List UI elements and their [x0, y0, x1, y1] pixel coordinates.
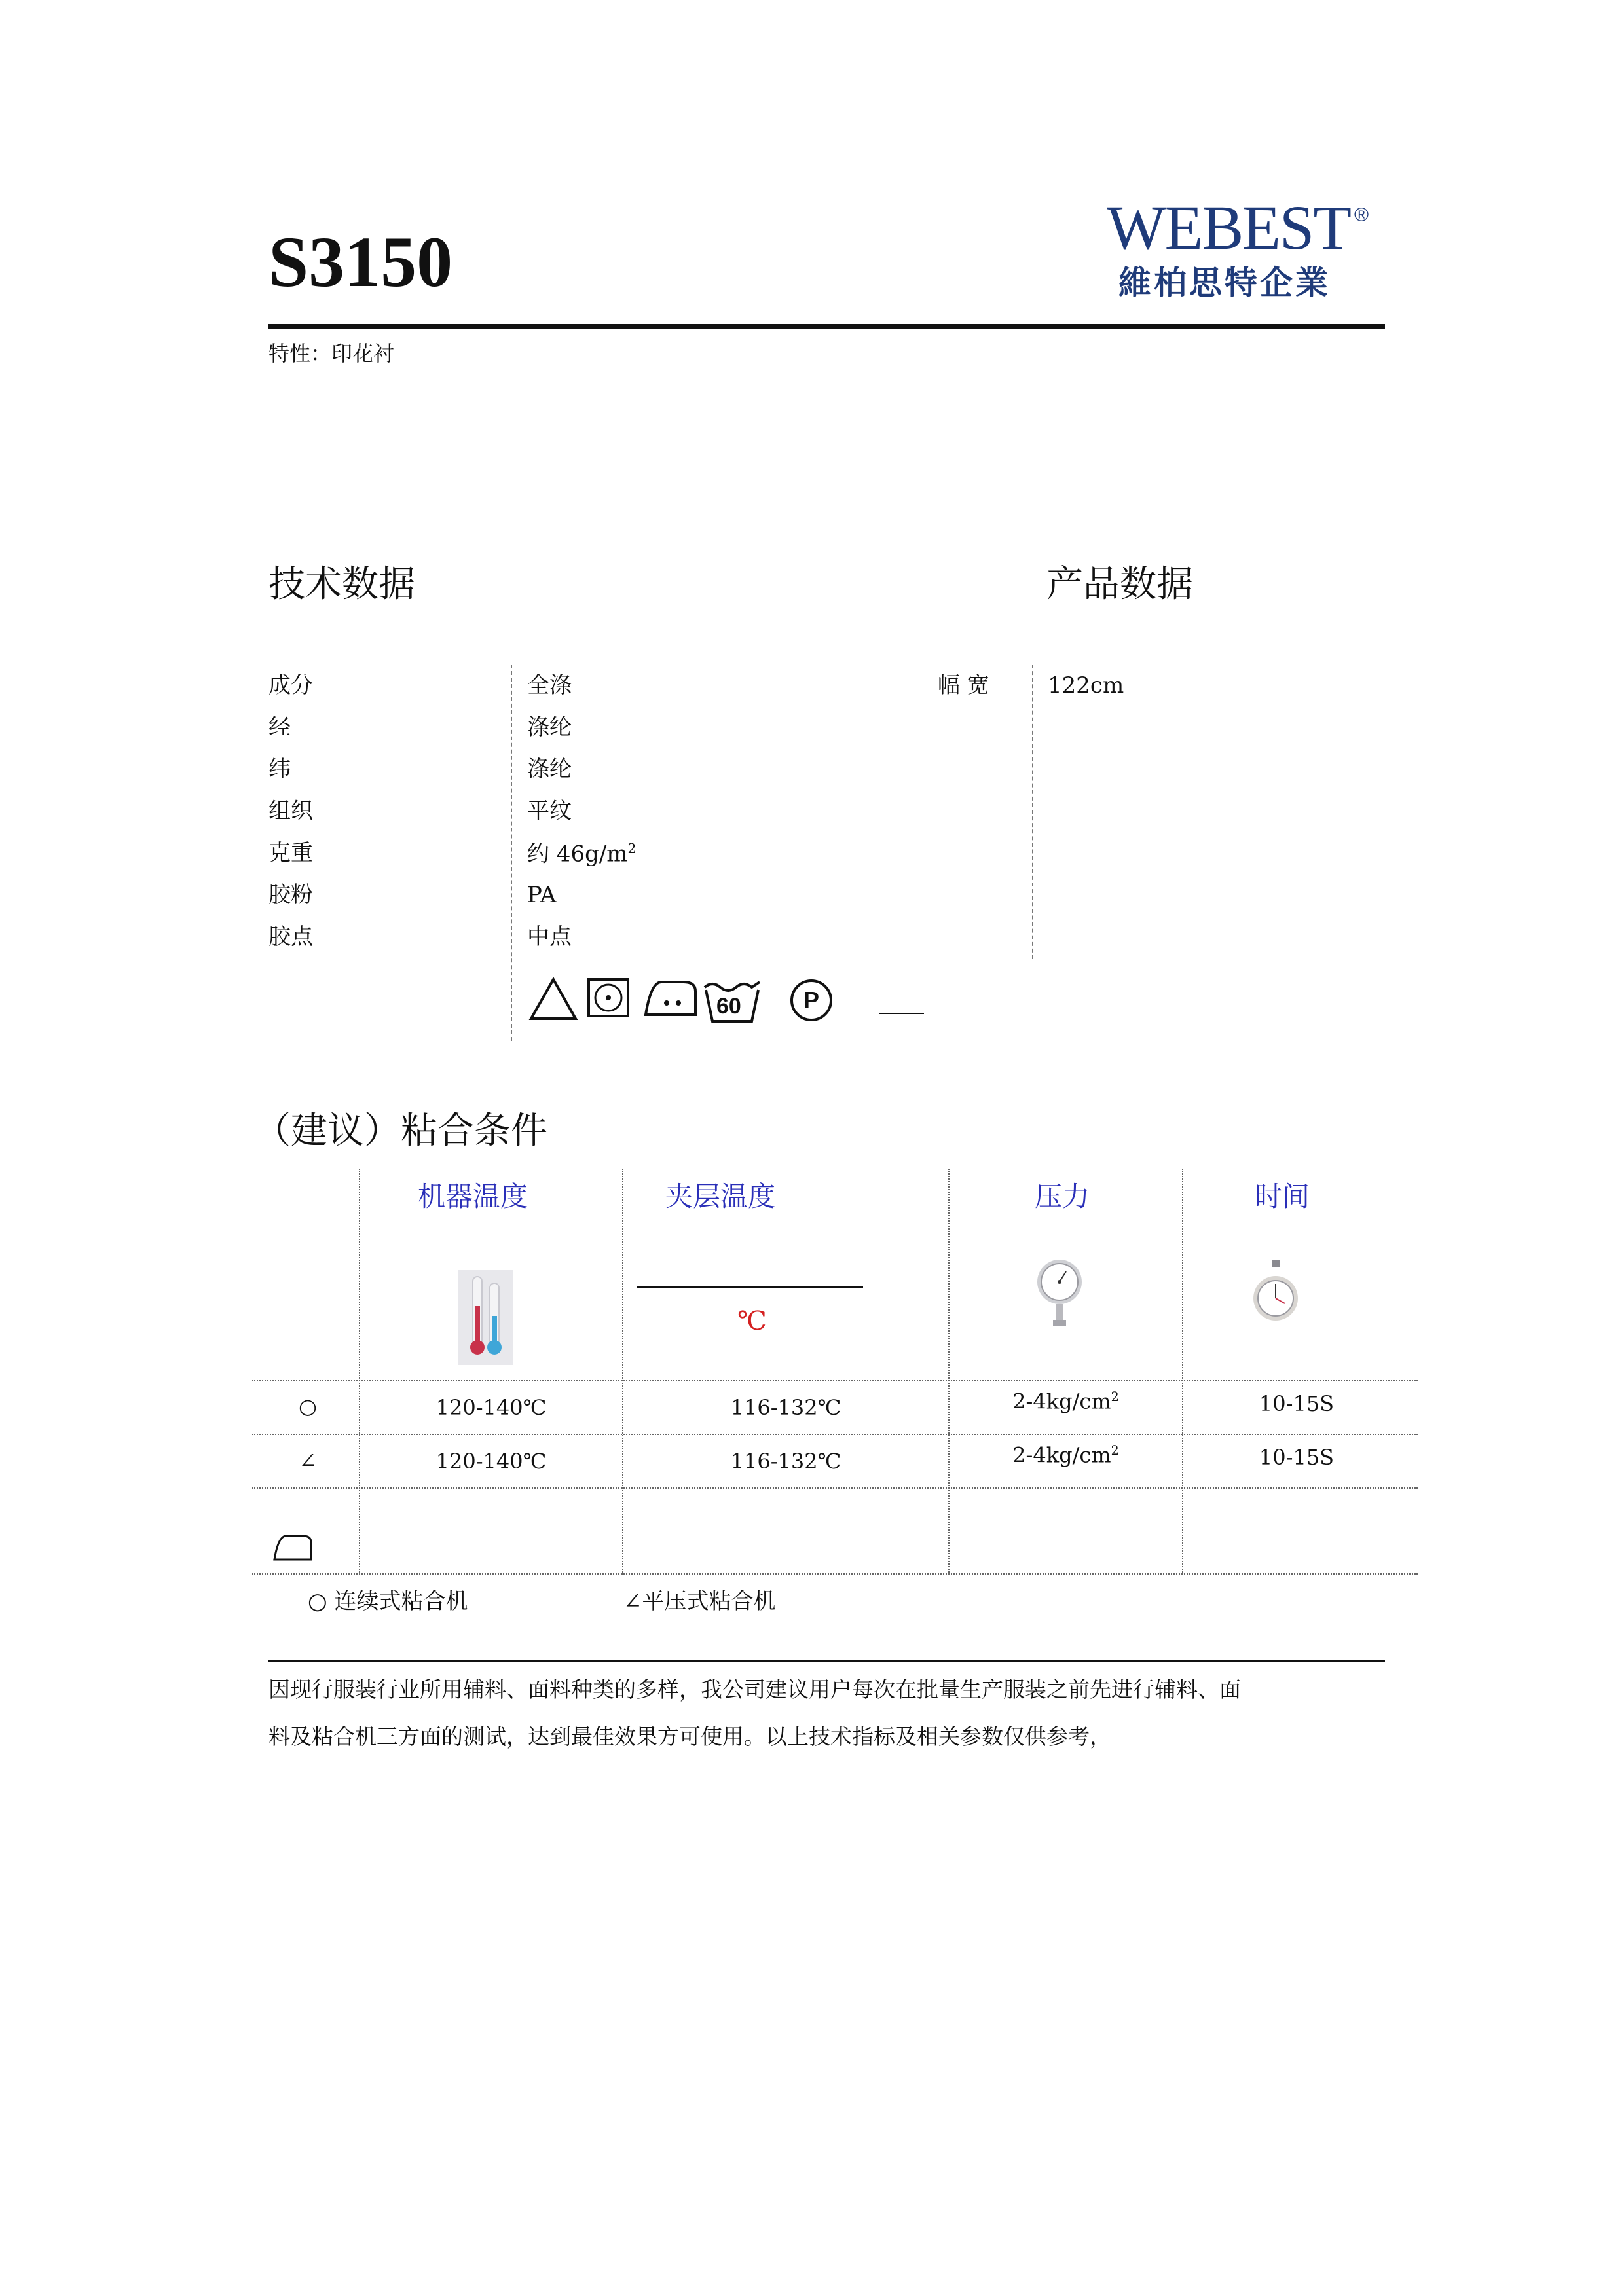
table-vline	[622, 1169, 623, 1575]
row-layer-temp: 116-132℃	[730, 1449, 841, 1474]
stopwatch-icon	[1251, 1260, 1301, 1331]
layer-temp-blank-line	[637, 1286, 863, 1288]
col-machine-temp: 机器温度	[418, 1180, 528, 1212]
legend-continuous: ○ 连续式粘合机	[308, 1588, 468, 1614]
note-line-2: 料及粘合机三方面的测试，达到最佳效果方可使用。以上技术指标及相关参数仅供参考，	[268, 1724, 1111, 1749]
brand-registered-mark: ®	[1354, 204, 1369, 226]
dryclean-p-icon: P	[790, 979, 832, 1021]
footer-rule	[268, 1660, 1385, 1662]
iron-icon	[642, 977, 699, 1020]
row-machine-temp: 120-140℃	[435, 1449, 547, 1474]
row-symbol: ○	[299, 1394, 317, 1419]
brand-logo-chinese: 維柏思特企業	[1118, 264, 1331, 302]
spec-name: 组织	[268, 798, 313, 824]
spec-value: 涤纶	[527, 714, 572, 740]
wash-60-icon	[702, 978, 762, 1024]
brand-logo-word: WEBEST	[1107, 192, 1350, 263]
width-label: 幅 宽	[938, 672, 989, 699]
product-model: S3150	[268, 222, 453, 302]
col-pressure: 压力	[1035, 1180, 1090, 1212]
col-layer-temp: 夹层温度	[665, 1180, 776, 1212]
hand-iron-icon	[272, 1533, 314, 1562]
spec-value-weight: 约 $46g/m^2$	[527, 841, 637, 867]
spec-name: 成分	[268, 672, 313, 699]
spec-value: 全涤	[527, 672, 572, 699]
wash-temp-text: 60	[716, 994, 741, 1019]
table-hline	[252, 1434, 1418, 1435]
row-machine-temp: 120-140℃	[435, 1395, 547, 1420]
table-hline	[252, 1573, 1418, 1575]
header-rule	[268, 324, 1385, 329]
feature-line: 特性：印花衬	[268, 341, 395, 366]
product-data-heading: 产品数据	[1046, 563, 1193, 606]
spec-name: 胶点	[268, 924, 313, 950]
row-pressure: $2-4kg/cm^2$	[1012, 1442, 1119, 1468]
spec-name: 胶粉	[268, 882, 313, 908]
spec-name: 经	[268, 714, 291, 740]
row-layer-temp: 116-132℃	[730, 1395, 841, 1420]
width-value: 122cm	[1048, 672, 1124, 699]
spec-value: 中点	[527, 924, 572, 950]
spec-value: PA	[527, 882, 557, 908]
row-time: 10-15S	[1259, 1391, 1335, 1416]
bleach-triangle-icon	[527, 975, 580, 1023]
table-vline	[359, 1169, 360, 1575]
spec-name: 纬	[268, 756, 291, 782]
col-time: 时间	[1255, 1180, 1310, 1212]
spec-name: 克重	[268, 840, 313, 866]
care-blank: ____	[879, 989, 924, 1015]
product-divider	[1032, 665, 1033, 959]
spec-divider	[511, 665, 512, 1041]
spec-value: 涤纶	[527, 756, 572, 782]
row-pressure: $2-4kg/cm^2$	[1012, 1389, 1119, 1414]
table-vline	[1182, 1169, 1183, 1575]
layer-temp-unit: ℃	[737, 1306, 767, 1336]
spec-value: 平纹	[527, 798, 572, 824]
note-line-1: 因现行服装行业所用辅料、面料种类的多样，我公司建议用户每次在批量生产服装之前先进行辅料、面	[268, 1677, 1241, 1702]
table-hline	[252, 1380, 1418, 1381]
thermometer-icon	[458, 1270, 513, 1365]
bonding-heading: （建议）粘合条件	[254, 1110, 547, 1152]
row-symbol: ∠	[299, 1448, 317, 1473]
legend-flat: ∠平压式粘合机	[623, 1588, 776, 1614]
tech-data-heading: 技术数据	[268, 563, 415, 606]
pressure-gauge-icon	[1035, 1256, 1084, 1334]
table-hline	[252, 1487, 1418, 1489]
row-time: 10-15S	[1259, 1445, 1335, 1470]
tumble-dry-icon	[586, 977, 632, 1020]
table-vline	[948, 1169, 950, 1575]
